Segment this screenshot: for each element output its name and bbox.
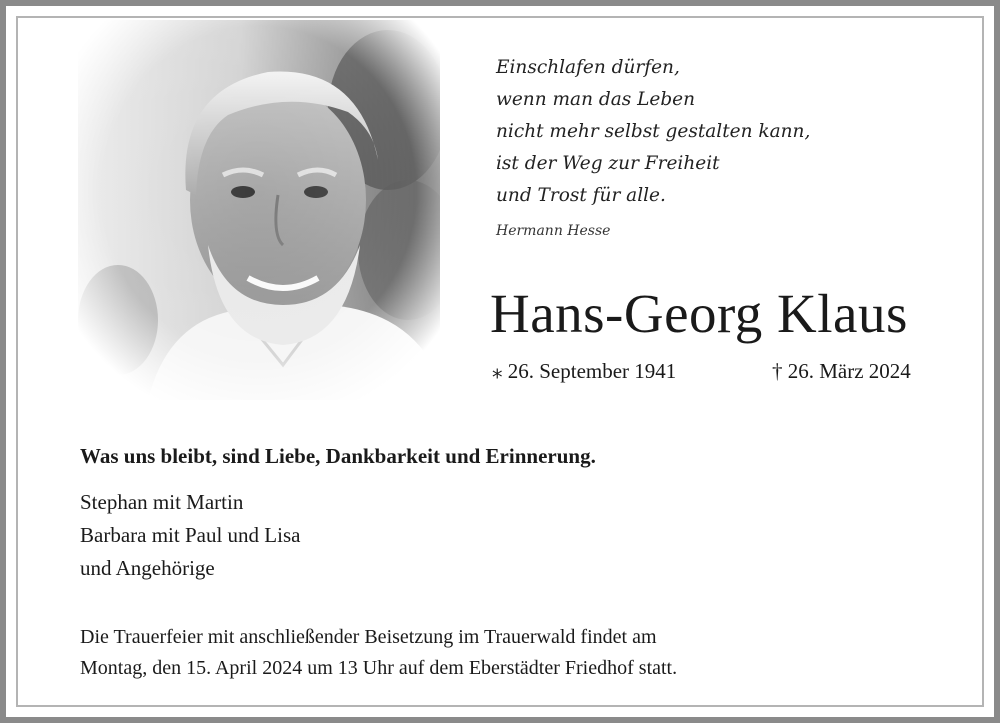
ceremony-line: Montag, den 15. April 2024 um 13 Uhr auf dem Eberstädter Friedhof statt.: [80, 657, 678, 679]
motto: Was uns bleibt, sind Liebe, Dankbarkeit und Erinnerung.: [80, 444, 596, 468]
deceased-name: Hans-Georg Klaus: [490, 283, 908, 344]
poem-line: nicht mehr selbst gestalten kann,: [496, 121, 811, 142]
life-dates: [492, 359, 911, 384]
death-date: † 26. März 2024: [772, 359, 911, 383]
ceremony-line: Die Trauerfeier mit anschließender Beisetzung im Trauerwald findet am: [80, 626, 657, 648]
family-line: und Angehörige: [80, 556, 215, 580]
family-list: [80, 486, 300, 585]
poem-author: Hermann Hesse: [496, 223, 611, 239]
poem-line: ist der Weg zur Freiheit: [496, 153, 720, 174]
poem-line: wenn man das Leben: [496, 89, 696, 110]
family-line: Stephan mit Martin: [80, 490, 244, 514]
family-line: Barbara mit Paul und Lisa: [80, 523, 301, 547]
ceremony-info: [80, 622, 677, 684]
portrait-photo: [78, 20, 440, 400]
poem-line: Einschlafen dürfen,: [496, 57, 680, 78]
poem: [496, 52, 810, 212]
poem-line: und Trost für alle.: [496, 185, 666, 206]
birth-date: ⁎ 26. September 1941: [492, 359, 677, 383]
